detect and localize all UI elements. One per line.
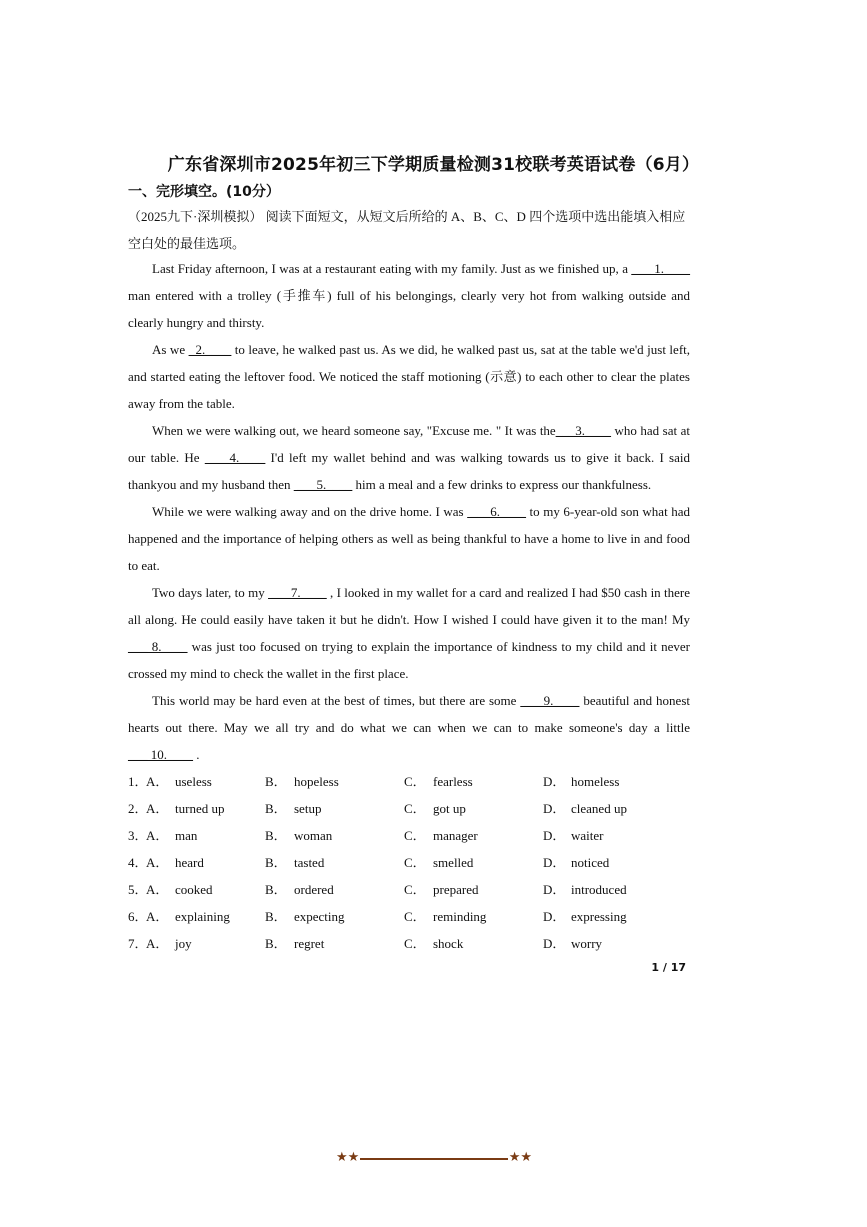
option-row xyxy=(128,822,688,849)
text: As we xyxy=(152,342,189,357)
option-letter: D． xyxy=(543,882,566,897)
option-text: cooked xyxy=(175,882,213,897)
option-letter: B． xyxy=(265,882,287,897)
option-letter: C． xyxy=(404,774,426,789)
text: I'd left my wallet behind and was walking towards us to give it back. I said thankyou and my husband then xyxy=(128,450,690,492)
option-text: turned up xyxy=(175,801,225,816)
option-text: woman xyxy=(294,828,333,843)
paragraph-2 xyxy=(128,336,690,417)
option-row xyxy=(128,849,688,876)
footer-ornament xyxy=(336,1151,532,1167)
option-text: fearless xyxy=(433,774,473,789)
question-number: 2． xyxy=(128,801,148,816)
option-letter: A． xyxy=(146,828,169,843)
option-letter: A． xyxy=(146,882,169,897)
option-letter: C． xyxy=(404,828,426,843)
option-text: setup xyxy=(294,801,322,816)
option-text: worry xyxy=(571,936,603,951)
option-row xyxy=(128,930,688,957)
star-icon: ★★ xyxy=(508,1150,532,1165)
blank-9: ___9.____ xyxy=(520,693,580,708)
option-letter: B． xyxy=(265,936,287,951)
text: Last Friday afternoon, I was at a restaurant eating with my family. Just as we finished up, a xyxy=(152,261,632,276)
option-letter: B． xyxy=(265,828,287,843)
text: While we were walking away and on the drive home. I was xyxy=(152,504,468,519)
blank-2: 2.____ xyxy=(188,342,232,357)
text: , I looked in my wallet for a card and realized I had $50 cash in there all along. He could easily have taken it but he didn't. How I wished I could have given it to the man! My xyxy=(128,585,691,627)
passage xyxy=(128,255,690,768)
paragraph-6 xyxy=(128,687,690,768)
paragraph-5 xyxy=(128,579,690,687)
option-letter: B． xyxy=(265,855,287,870)
option-row xyxy=(128,876,688,903)
option-row xyxy=(128,903,688,930)
option-text: got up xyxy=(433,801,466,816)
question-number: 7． xyxy=(128,936,148,951)
option-text: smelled xyxy=(433,855,474,870)
option-text: hopeless xyxy=(294,774,339,789)
blank-1: ___ 1.____ xyxy=(631,261,691,276)
blank-7: ___7.____ xyxy=(268,585,327,600)
option-text: shock xyxy=(433,936,464,951)
option-letter: D． xyxy=(543,909,566,924)
question-number: 5． xyxy=(128,882,148,897)
option-letter: D． xyxy=(543,936,566,951)
text: This world may be hard even at the best of times, but there are some xyxy=(152,693,521,708)
page-title: 广东省深圳市2025年初三下学期质量检测31校联考英语试卷（6月） xyxy=(167,155,700,175)
option-letter: B． xyxy=(265,774,287,789)
option-text: expressing xyxy=(571,909,627,924)
option-text: waiter xyxy=(571,828,604,843)
option-text: cleaned up xyxy=(571,801,627,816)
option-text: homeless xyxy=(571,774,620,789)
option-text: tasted xyxy=(294,855,325,870)
option-text: joy xyxy=(175,936,192,951)
option-letter: A． xyxy=(146,801,169,816)
page-number: 1 / 17 xyxy=(651,961,686,974)
text: . xyxy=(193,747,200,762)
star-icon: ★★ xyxy=(336,1150,360,1165)
question-number: 6． xyxy=(128,909,148,924)
footer-divider xyxy=(360,1158,508,1160)
option-letter: C． xyxy=(404,882,426,897)
blank-3: ___3.____ xyxy=(555,423,611,438)
option-letter: C． xyxy=(404,936,426,951)
option-text: useless xyxy=(175,774,212,789)
instructions: （2025九下·深圳模拟） 阅读下面短文，从短文后所给的 A、B、C、D 四个选项中选出能填入相应空白处的最佳选项。 xyxy=(128,209,686,251)
option-letter: A． xyxy=(146,936,169,951)
option-text: introduced xyxy=(571,882,627,897)
option-row xyxy=(128,795,688,822)
question-number: 3． xyxy=(128,828,148,843)
option-letter: D． xyxy=(543,801,566,816)
question-number: 1． xyxy=(128,774,148,789)
option-row xyxy=(128,768,688,795)
option-text: noticed xyxy=(571,855,610,870)
text: him a meal and a few drinks to express our thankfulness. xyxy=(352,477,652,492)
text: to my 6-year-old son what had happened and the importance of helping others as well as being thankful to have a home to live in and food to eat. xyxy=(128,504,691,573)
option-text: man xyxy=(175,828,198,843)
option-letter: D． xyxy=(543,828,566,843)
option-letter: A． xyxy=(146,909,169,924)
option-letter: D． xyxy=(543,855,566,870)
paragraph-1 xyxy=(128,255,690,336)
question-number: 4． xyxy=(128,855,148,870)
options-list xyxy=(128,768,688,957)
option-letter: C． xyxy=(404,801,426,816)
option-letter: C． xyxy=(404,909,426,924)
option-text: expecting xyxy=(294,909,345,924)
option-text: heard xyxy=(175,855,204,870)
paragraph-3 xyxy=(128,417,690,498)
option-text: prepared xyxy=(433,882,479,897)
text: to leave, he walked past us. As we did, he walked past us, sat at the table we'd just left, and started eating the leftover food. We noticed the staff motioning (示意) to each other to clear the plates away from the table. xyxy=(128,342,691,411)
blank-8: ___ 8.____ xyxy=(128,639,188,654)
option-text: explaining xyxy=(175,909,230,924)
text: who had sat at our table. He xyxy=(128,423,691,465)
option-letter: A． xyxy=(146,855,169,870)
option-text: regret xyxy=(294,936,325,951)
paragraph-4 xyxy=(128,498,690,579)
option-letter: B． xyxy=(265,909,287,924)
option-letter: A． xyxy=(146,774,169,789)
text: beautiful and honest hearts out there. May we all try and do what we can when we can to make someone's day a little xyxy=(128,693,690,735)
section-heading: 一、完形填空。(10分） xyxy=(128,184,280,200)
text: Two days later, to my xyxy=(152,585,269,600)
blank-6: ___6.____ xyxy=(467,504,526,519)
option-letter: B． xyxy=(265,801,287,816)
blank-5: ___5.____ xyxy=(293,477,353,492)
blank-4: ___4.____ xyxy=(204,450,266,465)
option-text: manager xyxy=(433,828,478,843)
text: man entered with a trolley (手推车) full of his belongings, clearly very hot from walking outside and clearly hungry and thirsty. xyxy=(128,288,690,330)
blank-10: ___ 10.____ xyxy=(128,747,193,762)
option-letter: D． xyxy=(543,774,566,789)
option-letter: C． xyxy=(404,855,426,870)
text: was just too focused on trying to explain the importance of kindness to my child and it never crossed my mind to check the wallet in the first place. xyxy=(128,639,691,681)
option-text: reminding xyxy=(433,909,487,924)
text: When we were walking out, we heard someone say, "Excuse me. " It was the xyxy=(152,423,556,438)
option-text: ordered xyxy=(294,882,334,897)
